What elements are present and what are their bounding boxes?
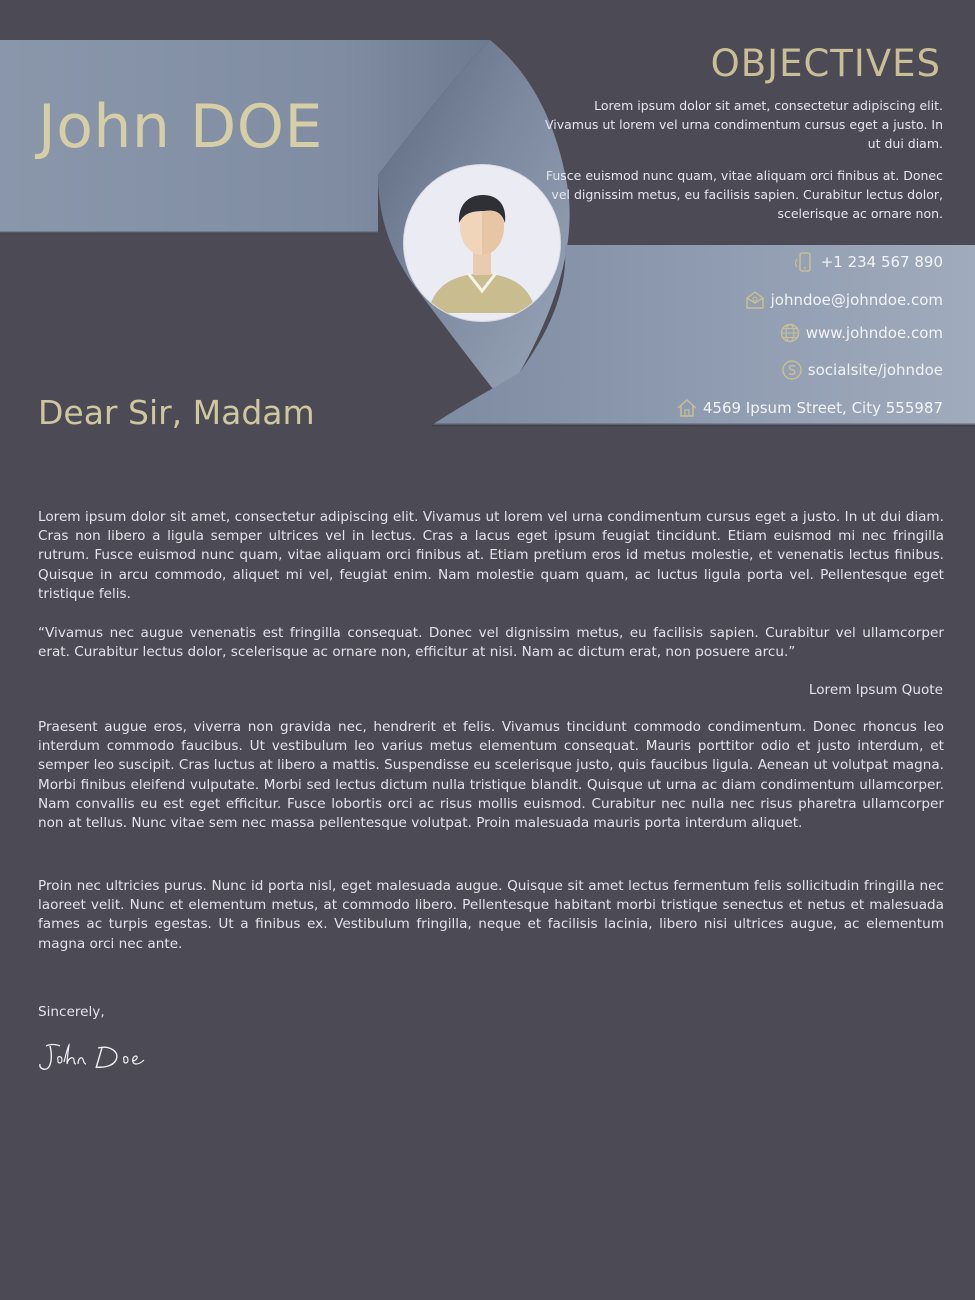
email-icon (744, 289, 766, 311)
contact-phone-text: +1 234 567 890 (820, 253, 943, 271)
letter-paragraph: Proin nec ultricies purus. Nunc id porta nisl, eget malesuada augue. Quisque sit amet lectus fermentum felis sollicitudin fringilla nec laoreet velit. Nunc et elementum metus, at commodo libero. Pellentesque habitant morbi tristique senectus et netus et malesuada fames ac turpis egestas. Ut a finibus ex. Vestibulum fringilla, neque et facilisis lacinia, libero nisi ultrices augue, ac elementum magna orci nec ante. (38, 878, 944, 952)
person-avatar-icon (403, 164, 561, 322)
letter-salutation: Dear Sir, Madam (38, 393, 315, 432)
contact-social-text: socialsite/johndoe (807, 361, 943, 379)
objectives-paragraph: Fusce euismod nunc quam, vitae aliquam orci finibus at. Donec vel dignissim metus, eu facilisis sapien. Curabitur lectus dolor, scelerisque ac ornare non. (545, 168, 943, 221)
contact-address-text: 4569 Ipsum Street, City 555987 (702, 399, 943, 417)
handwritten-signature (36, 1040, 166, 1074)
globe-icon (779, 322, 801, 344)
contact-web-text: www.johndoe.com (805, 324, 943, 342)
quote-author: Lorem Ipsum Quote (808, 682, 943, 698)
social-icon (781, 359, 803, 381)
letter-paragraph: Praesent augue eros, viverra non gravida nec, hendrerit et felis. Vivamus tincidunt commodo condimentum. Donec rhoncus leo interdum commodo faucibus. Ut vestibulum leo varius metus elementum consequat. Mauris porttitor odio et justo interdum, et semper leo suscipit. Cras luctus at libero a mattis. Suspendisse eu scelerisque justo, quis faucibus ligula. Aenean ut volutpat magna. Morbi finibus eleifend vulputate. Morbi sed lectus dictum nulla tristique blandit. Quisque ut urna ac diam condimentum ullamcorper. Nam convallis eu est eget efficitur. Fusce lobortis orci ac risus mollis euismod. Curabitur nec nulla nec risus pharetra ullamcorper non at tellus. Nunc vitae sem nec massa pellentesque volutpat. Proin malesuada mauris porta interdum aliquet. (38, 719, 944, 832)
applicant-name: John DOE (38, 92, 323, 162)
phone-icon (794, 251, 816, 273)
objectives-heading: OBJECTIVES (710, 42, 941, 85)
objectives-paragraph: Lorem ipsum dolor sit amet, consectetur adipiscing elit. Vivamus ut lorem vel urna condimentum cursus eget a justo. In ut dui diam. (544, 98, 943, 151)
letter-paragraph: Lorem ipsum dolor sit amet, consectetur adipiscing elit. Vivamus ut lorem vel urna condimentum cursus eget a justo. In ut dui diam. Cras non libero a ligula semper ultrices vel in lectus. Cras a lacus eget ipsum feugiat tincidunt. Etiam euismod mi nec fringilla rutrum. Fusce euismod nunc quam, vitae aliquam orci finibus at. Etiam pretium eros id metus molestie, et venenatis lectus finibus. Quisque in arcu commodo, aliquet mi vel, feugiat enim. Nam molestie quam quam, ac luctus ligula porta vel. Pellentesque eget tristique felis. (38, 509, 944, 602)
home-icon (676, 397, 698, 419)
contact-web[interactable] (779, 321, 943, 345)
contact-social[interactable] (781, 358, 943, 382)
letter-quote: “Vivamus nec augue venenatis est fringilla consequat. Donec vel dignissim metus, eu facilisis sapien. Curabitur vel ullamcorper erat. Curabitur lectus dolor, scelerisque ac ornare non, efficitur at nisi. Nam ac dictum erat, non posuere arcu.” (38, 625, 944, 661)
contact-address[interactable] (676, 396, 943, 420)
letter-closing: Sincerely, (38, 1004, 105, 1020)
contact-phone[interactable] (794, 250, 943, 274)
contact-email[interactable] (744, 288, 943, 312)
contact-email-text: johndoe@johndoe.com (770, 291, 943, 309)
